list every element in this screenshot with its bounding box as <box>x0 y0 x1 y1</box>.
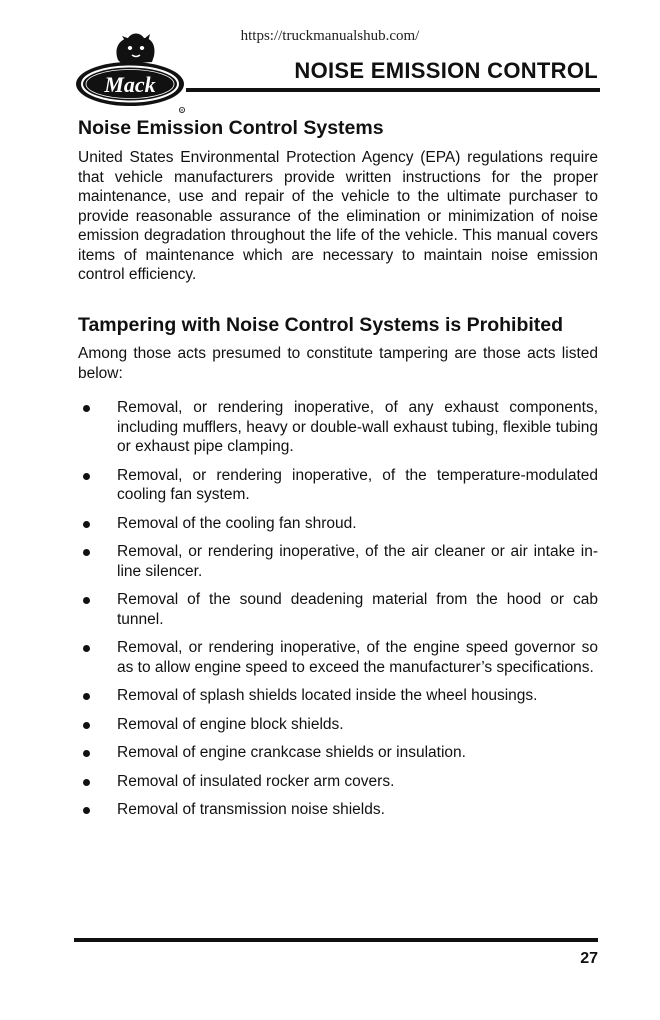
list-item-text: Removal of the cooling fan shroud. <box>117 514 357 532</box>
tampering-intro-paragraph: Among those acts presumed to constitute tampering are those acts listed below: <box>78 345 598 382</box>
bullet-icon <box>83 750 90 757</box>
list-item-text: Removal, or rendering inoperative, of the engine speed governor so as to allow engine speed to exceed the manufacturer’s specifications. <box>117 639 598 676</box>
list-item-text: Removal of engine crankcase shields or insulation. <box>117 744 466 761</box>
bullet-icon <box>83 779 90 786</box>
bullet-icon <box>83 693 90 700</box>
list-item <box>78 638 598 677</box>
list-item-text: Removal of the sound deadening material from the hood or cab tunnel. <box>117 591 598 628</box>
bullet-icon <box>83 722 90 729</box>
list-item <box>78 772 598 792</box>
tampering-list <box>78 398 598 829</box>
list-item <box>78 686 598 706</box>
list-item <box>78 542 598 581</box>
list-item-text: Removal of splash shields located inside the wheel housings. <box>117 687 538 704</box>
list-item <box>78 514 598 534</box>
list-item-text: Removal of transmission noise shields. <box>117 801 385 818</box>
list-item-text: Removal, or rendering inoperative, of any exhaust components, including mufflers, heavy or double-wall exhaust tubing, flexible tubing or exhaust pipe clamping. <box>117 399 598 455</box>
epa-regulations-paragraph: United States Environmental Protection Agency (EPA) regulations require that vehicle manufacturers provide written instructions for the proper maintenance, use and repair of the vehicle to the ultimate purchaser to provide reasonable assurance of the elimination or minimization of noise emission degradation throughout the life of the vehicle. This manual covers items of maintenance which are necessary to maintain noise emission control efficiency. <box>78 149 598 283</box>
list-item-text: Removal, or rendering inoperative, of the temperature-modulated cooling fan system. <box>117 466 598 503</box>
list-item-text: Removal, or rendering inoperative, of the air cleaner or air intake in-line silencer. <box>117 543 598 580</box>
list-item <box>78 743 598 763</box>
bullet-icon <box>83 645 90 652</box>
heading-tampering-prohibited: Tampering with Noise Control Systems is Prohibited <box>78 314 564 336</box>
list-item <box>78 715 598 735</box>
svg-text:R: R <box>180 107 184 113</box>
bullet-icon <box>83 549 90 556</box>
bullet-icon <box>83 807 90 814</box>
bullet-icon <box>83 597 90 604</box>
list-item <box>78 800 598 820</box>
mack-logo <box>74 30 192 114</box>
list-item <box>78 466 598 505</box>
list-item-text: Removal of engine block shields. <box>117 715 344 733</box>
logo-text: Mack <box>104 72 156 97</box>
bullet-icon <box>83 405 90 412</box>
footer-rule <box>74 938 598 942</box>
list-item-text: Removal of insulated rocker arm covers. <box>117 772 395 790</box>
list-item <box>78 590 598 629</box>
header-rule <box>186 88 600 92</box>
list-item <box>78 398 598 457</box>
bullet-icon <box>83 521 90 528</box>
section-title: NOISE EMISSION CONTROL <box>294 58 598 83</box>
page-number: 27 <box>580 950 598 967</box>
heading-noise-emission-control-systems: Noise Emission Control Systems <box>78 117 384 139</box>
bullet-icon <box>83 473 90 480</box>
source-url[interactable]: https://truckmanualshub.com/ <box>240 28 420 44</box>
